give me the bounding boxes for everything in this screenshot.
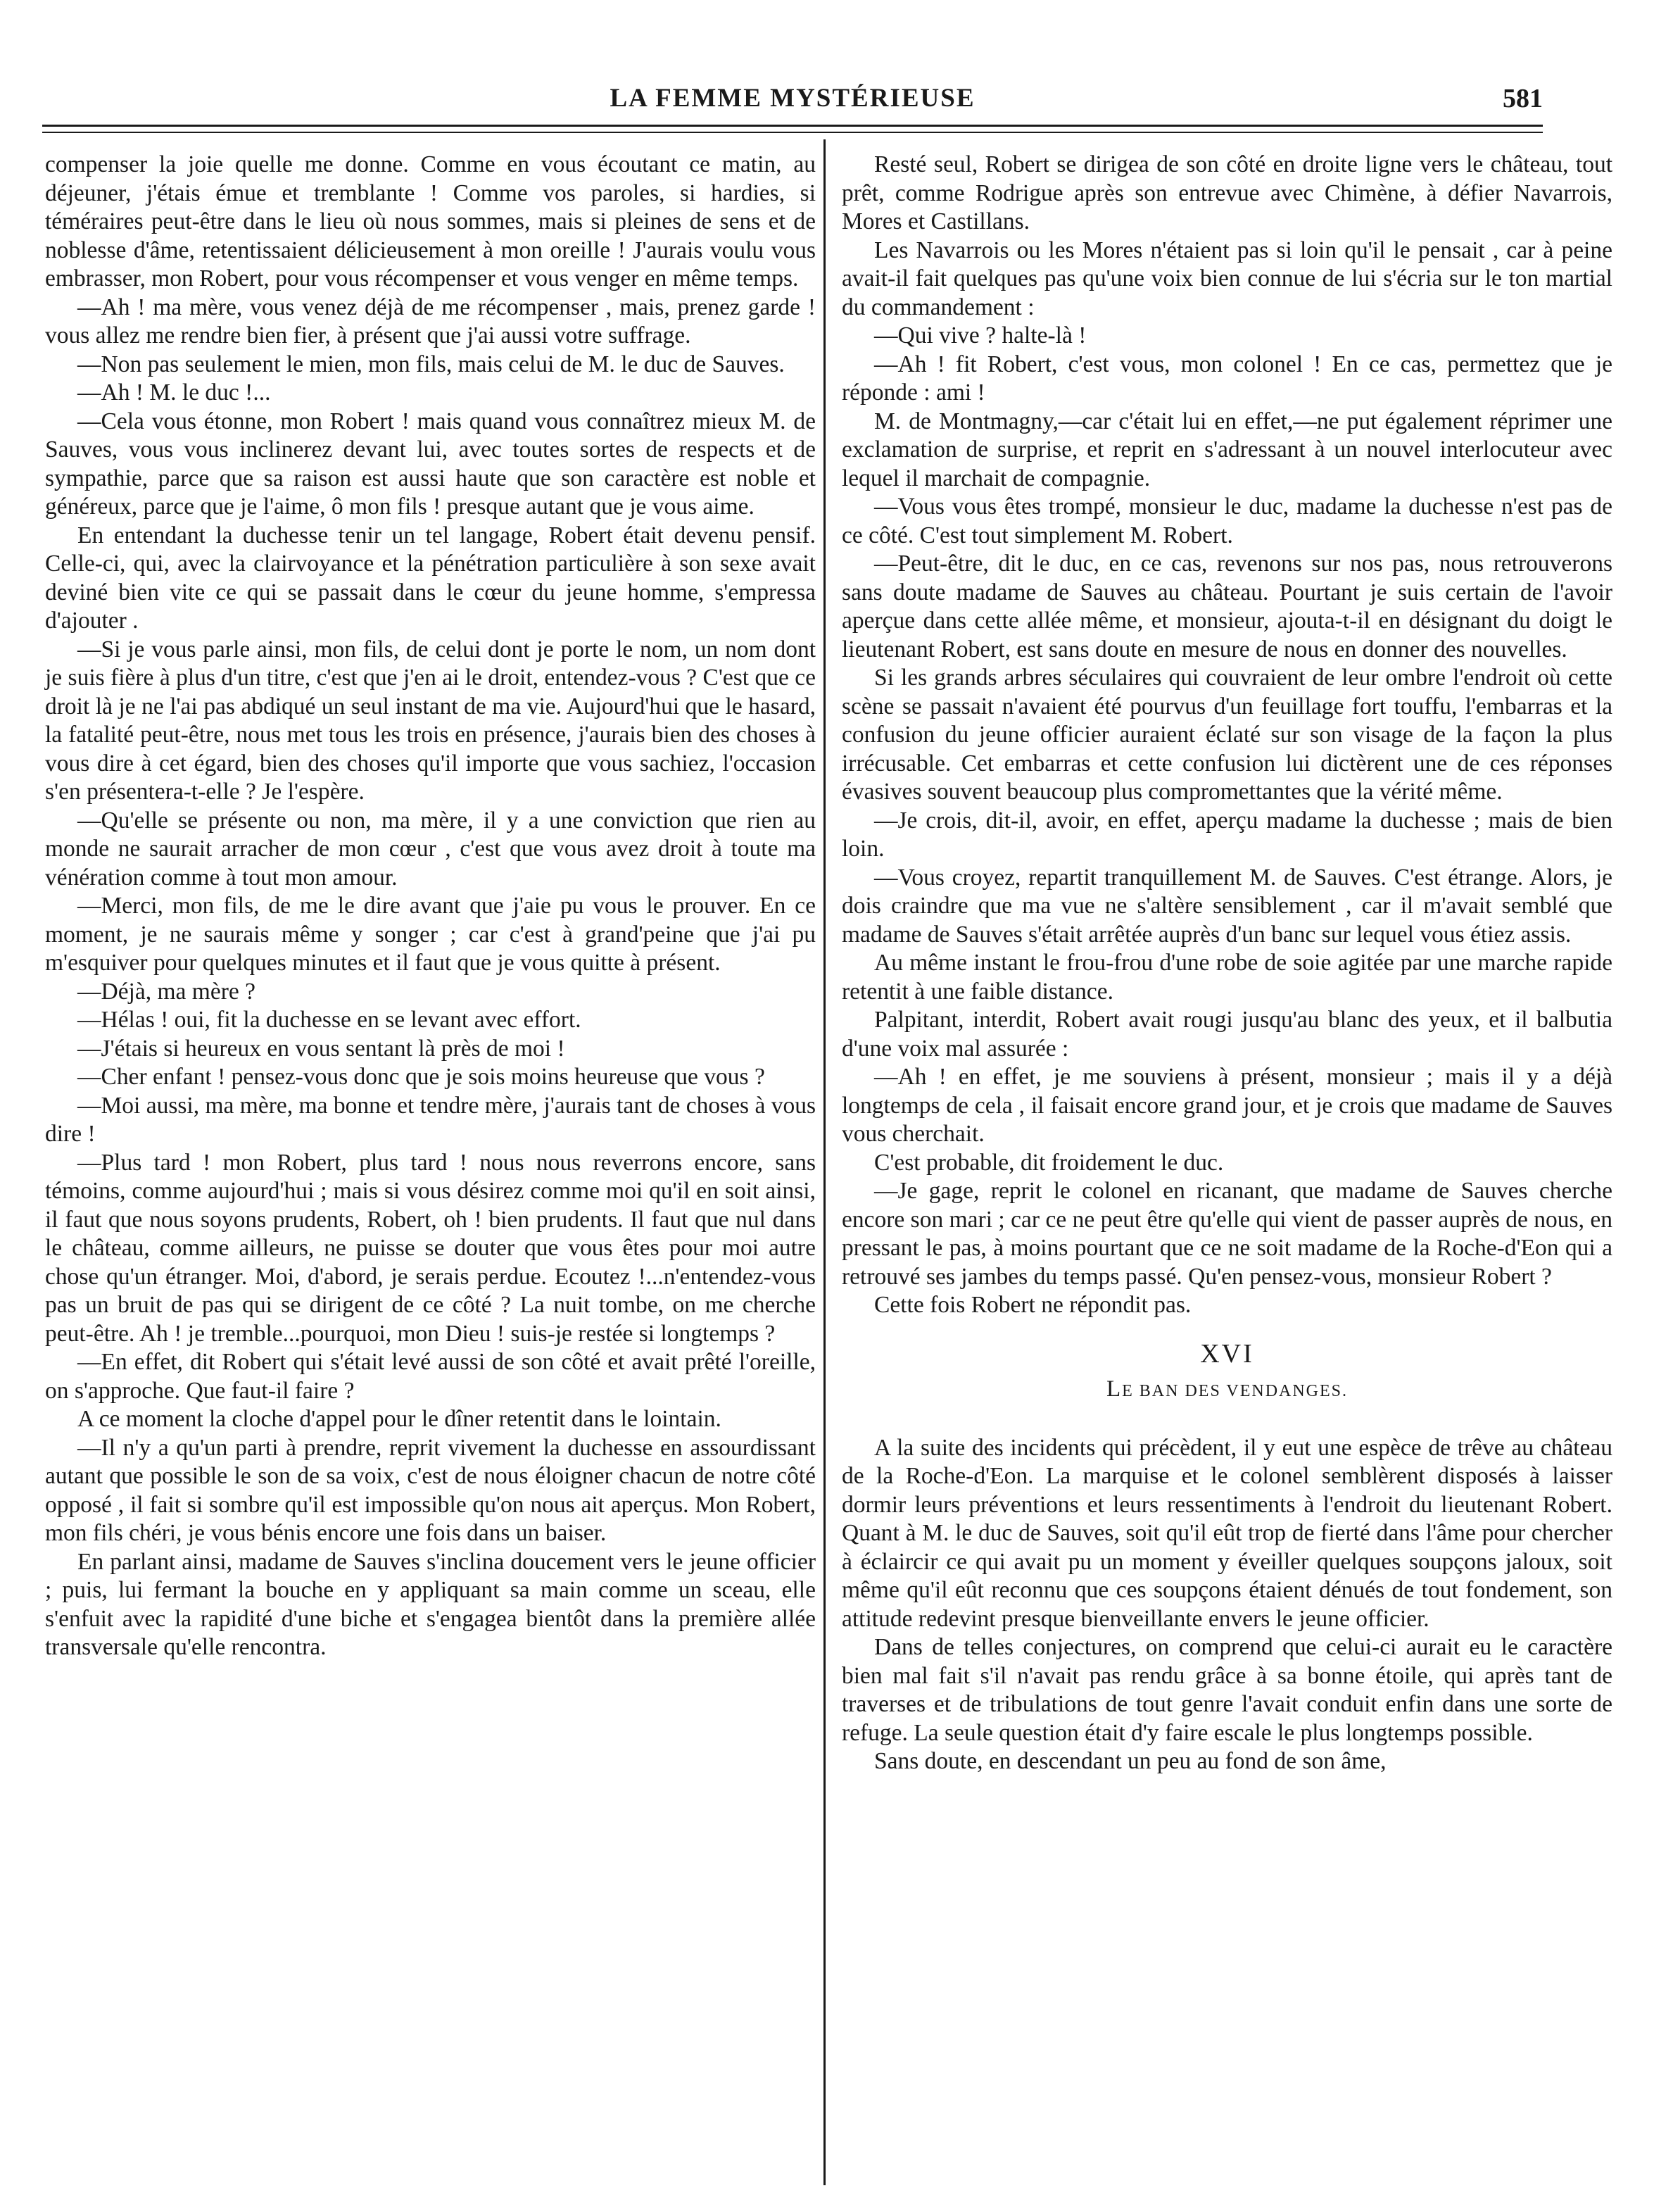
paragraph: —J'étais si heureux en vous sentant là près de moi !: [77, 1035, 565, 1062]
paragraph: Sans doute, en descendant un peu au fond de son âme,: [874, 1748, 1387, 1774]
paragraph: —Déjà, ma mère ?: [77, 978, 255, 1005]
paragraph: —Cela vous étonne, mon Robert ! mais quand vous connaîtrez mieux M. de Sauves, vous vous inclinerez devant lui, avec toutes sortes de respects et de sympathie, parce que sa raison est aussi haute que son caractère est noble et généreux, parce que je l'aime, ô mon fils ! presque autant que je vous aime.: [45, 408, 816, 520]
paragraph: —Si je vous parle ainsi, mon fils, de celui dont je porte le nom, un nom dont je suis fière à plus d'un titre, c'est que j'en ai le droit, entendez-vous ? C'est que ce droit là je ne l'ai pas abdiqué un seul instant de ma vie. Aujourd'hui que le hasard, la fatalité peut-être, nous met tous les trois en présence, j'aurais bien des choses à vous dire à cet égard, bien des choses qu'il importe que vous sachiez, l'occasion s'en présentera-t-elle ? Je l'espère.: [45, 636, 816, 805]
paragraph: —Il n'y a qu'un parti à prendre, reprit vivement la duchesse en assourdissant autant que possible le son de sa voix, c'est de nous éloigner chacun de notre côté opposé , il fait si sombre qu'il est impossible qu'on nous ait aperçus. Mon Robert, mon fils chéri, je vous bénis encore une fois dans un baiser.: [45, 1434, 816, 1546]
paragraph: A ce moment la cloche d'appel pour le dîner retentit dans le lointain.: [77, 1406, 721, 1432]
paragraph: Dans de telles conjectures, on comprend que celui-ci aurait eu le caractère bien mal fait s'il n'avait pas rendu grâce à sa bonne étoile, qui après tant de traverses et de tribulations de tout genre l'avait conduit enfin dans une sorte de refuge. La seule question était d'y faire escale le plus longtemps possible.: [842, 1634, 1612, 1746]
left-column: [45, 151, 816, 1662]
chapter-title: LE BAN DES VENDANGES.: [1106, 1376, 1349, 1402]
paragraph: —Peut-être, dit le duc, en ce cas, revenons sur nos pas, nous retrouverons sans doute madame de Sauves au château. Pourtant je suis certain de l'avoir aperçue dans cette allée même, et monsieur, ajouta-t-il en désignant du doigt le lieutenant Robert, est sans doute en mesure de nous en donner des nouvelles.: [842, 551, 1612, 662]
paragraph: —Hélas ! oui, fit la duchesse en se levant avec effort.: [77, 1007, 581, 1033]
paragraph: —Je crois, dit-il, avoir, en effet, aperçu madame la duchesse ; mais de bien loin.: [842, 807, 1612, 862]
paragraph: Cette fois Robert ne répondit pas.: [874, 1292, 1192, 1318]
paragraph: En parlant ainsi, madame de Sauves s'inclina doucement vers le jeune officier ; puis, lui fermant la bouche en y appliquant sa main comme un sceau, elle s'enfuit avec la rapidité d'une biche et s'engagea bientôt dans la première allée transversale qu'elle rencontra.: [45, 1548, 816, 1660]
column-divider: [823, 139, 826, 2185]
paragraph: —Vous vous êtes trompé, monsieur le duc, madame la duchesse n'est pas de ce côté. C'est tout simplement M. Robert.: [842, 494, 1612, 548]
paragraph: Si les grands arbres séculaires qui couvraient de leur ombre l'endroit où cette scène se passait n'avaient été pourvus d'un feuillage fort touffu, l'embarras et la confusion du jeune officier auraient éclaté sur son visage de la façon la plus irrécusable. Cet embarras et cette confusion lui dictèrent une de ces réponses évasives souvent beaucoup plus compromettantes que la vérité même.: [842, 665, 1612, 805]
paragraph: C'est probable, dit froidement le duc.: [874, 1149, 1224, 1176]
paragraph: compenser la joie quelle me donne. Comme en vous écoutant ce matin, au déjeuner, j'étais émue et tremblante ! Comme vos paroles, si hardies, si téméraires peut-être dans le lieu où nous sommes, mais si pleines de sens et de noblesse d'âme, retentissaient délicieusement à mon oreille ! J'aurais voulu vous embrasser, mon Robert, pour vous récompenser et vous venger en même temps.: [45, 151, 816, 291]
paragraph: —Je gage, reprit le colonel en ricanant, que madame de Sauves cherche encore son mari ; car ce ne peut être qu'elle qui vient de passer auprès de nous, en pressant le pas, à moins pourtant que ce ne soit madame de la Roche-d'Eon qui a retrouvé ses jambes du temps passé. Qu'en pensez-vous, monsieur Robert ?: [842, 1178, 1612, 1290]
paragraph: —Moi aussi, ma mère, ma bonne et tendre mère, j'aurais tant de choses à vous dire !: [45, 1092, 816, 1147]
paragraph: —Ah ! ma mère, vous venez déjà de me récompenser , mais, prenez garde ! vous allez me rendre bien fier, à présent que j'ai aussi votre suffrage.: [45, 294, 816, 348]
paragraph: —Cher enfant ! pensez-vous donc que je sois moins heureuse que vous ?: [77, 1064, 765, 1090]
header-rule-thin: [42, 132, 1543, 133]
paragraph: Palpitant, interdit, Robert avait rougi jusqu'au blanc des yeux, et il balbutia d'une voix mal assurée :: [842, 1007, 1612, 1062]
paragraph: M. de Montmagny,—car c'était lui en effet,—ne put également réprimer une exclamation de surprise, et reprit en s'adressant à un nouvel interlocuteur avec lequel il marchait de compagnie.: [842, 408, 1612, 491]
paragraph: A la suite des incidents qui précèdent, il y eut une espèce de trêve au château de la Roche-d'Eon. La marquise et le colonel semblèrent disposés à laisser dormir leurs préventions et leurs ressentiments à l'endroit du lieutenant Robert. Quant à M. le duc de Sauves, soit qu'il eût trop de fierté dans l'âme pour chercher à éclaircir ce qui avait pu un moment y éveiller quelques soupçons jaloux, soit même qu'il eût reconnu que ces soupçons étaient dénués de tout fondement, son attitude redevint presque bienveillante envers le jeune officier.: [842, 1434, 1612, 1632]
paragraph: Les Navarrois ou les Mores n'étaient pas si loin qu'il le pensait , car à peine avait-il fait quelques pas qu'une voix bien connue de lui s'écria sur le ton martial du commandement :: [842, 237, 1612, 320]
paragraph: —Ah ! M. le duc !...: [77, 379, 271, 406]
paragraph: En entendant la duchesse tenir un tel langage, Robert était devenu pensif. Celle-ci, qui, avec la clairvoyance et la pénétration particulière à son sexe avait deviné bien vite ce qui se passait dans le cœur du jeune homme, s'empressa d'ajouter .: [45, 522, 816, 634]
paragraph: —Non pas seulement le mien, mon fils, mais celui de M. le duc de Sauves.: [77, 351, 785, 377]
paragraph: —Qu'elle se présente ou non, ma mère, il y a une conviction que rien au monde ne saurait arracher de mon cœur , c'est que vous avez droit à toute ma vénération comme à tout mon amour.: [45, 807, 816, 891]
paragraph: —Qui vive ? halte-là !: [874, 322, 1087, 348]
paragraph: Au même instant le frou-frou d'une robe de soie agitée par une marche rapide retentit à une faible distance.: [842, 950, 1612, 1005]
header-rule-thick: [42, 125, 1543, 127]
paragraph: —En effet, dit Robert qui s'était levé aussi de son côté et avait prêté l'oreille, on s'approche. Que faut-il faire ?: [45, 1349, 816, 1404]
paragraph: —Plus tard ! mon Robert, plus tard ! nous nous reverrons encore, sans témoins, comme aujourd'hui ; mais si vous désirez comme moi qu'il en soit ainsi, il faut que nous soyons prudents, Robert, oh ! bien prudents. Il faut que nul dans le château, comme ailleurs, ne puisse se douter que vous êtes pour moi autre chose qu'un étranger. Moi, d'abord, je serais perdue. Ecoutez !...n'entendez-vous pas un bruit de pas qui se dirigent de ce côté ? La nuit tombe, on me cherche peut-être. Ah ! je tremble...pourquoi, mon Dieu ! suis-je restée si longtemps ?: [45, 1149, 816, 1347]
paragraph: —Ah ! fit Robert, c'est vous, mon colonel ! En ce cas, permettez que je réponde : ami !: [842, 351, 1612, 406]
right-column: [842, 151, 1612, 1776]
paragraph: —Vous croyez, repartit tranquillement M. de Sauves. C'est étrange. Alors, je dois craindre que ma vue ne s'altère sensiblement , car il m'avait semblé que madame de Sauves s'était arrêtée auprès d'un banc sur lequel vous étiez assis.: [842, 864, 1612, 948]
page-number: 581: [1503, 84, 1543, 113]
paragraph: —Merci, mon fils, de me le dire avant que j'aie pu vous le prouver. En ce moment, je ne saurais même y songer ; car c'est à grand'peine que j'ai pu m'esquiver pour quelques minutes et il faut que je vous quitte à présent.: [45, 893, 816, 976]
chapter-number: XVI: [1200, 1338, 1254, 1369]
paragraph: Resté seul, Robert se dirigea de son côté en droite ligne vers le château, tout prêt, comme Rodrigue après son entrevue avec Chimène, à défier Navarrois, Mores et Castillans.: [842, 151, 1612, 234]
paragraph: —Ah ! en effet, je me souviens à présent, monsieur ; mais il y a déjà longtemps de cela , il faisait encore grand jour, et je crois que madame de Sauves vous cherchait.: [842, 1064, 1612, 1147]
running-title: LA FEMME MYSTÉRIEUSE: [610, 84, 976, 113]
page-header: [42, 83, 1543, 125]
